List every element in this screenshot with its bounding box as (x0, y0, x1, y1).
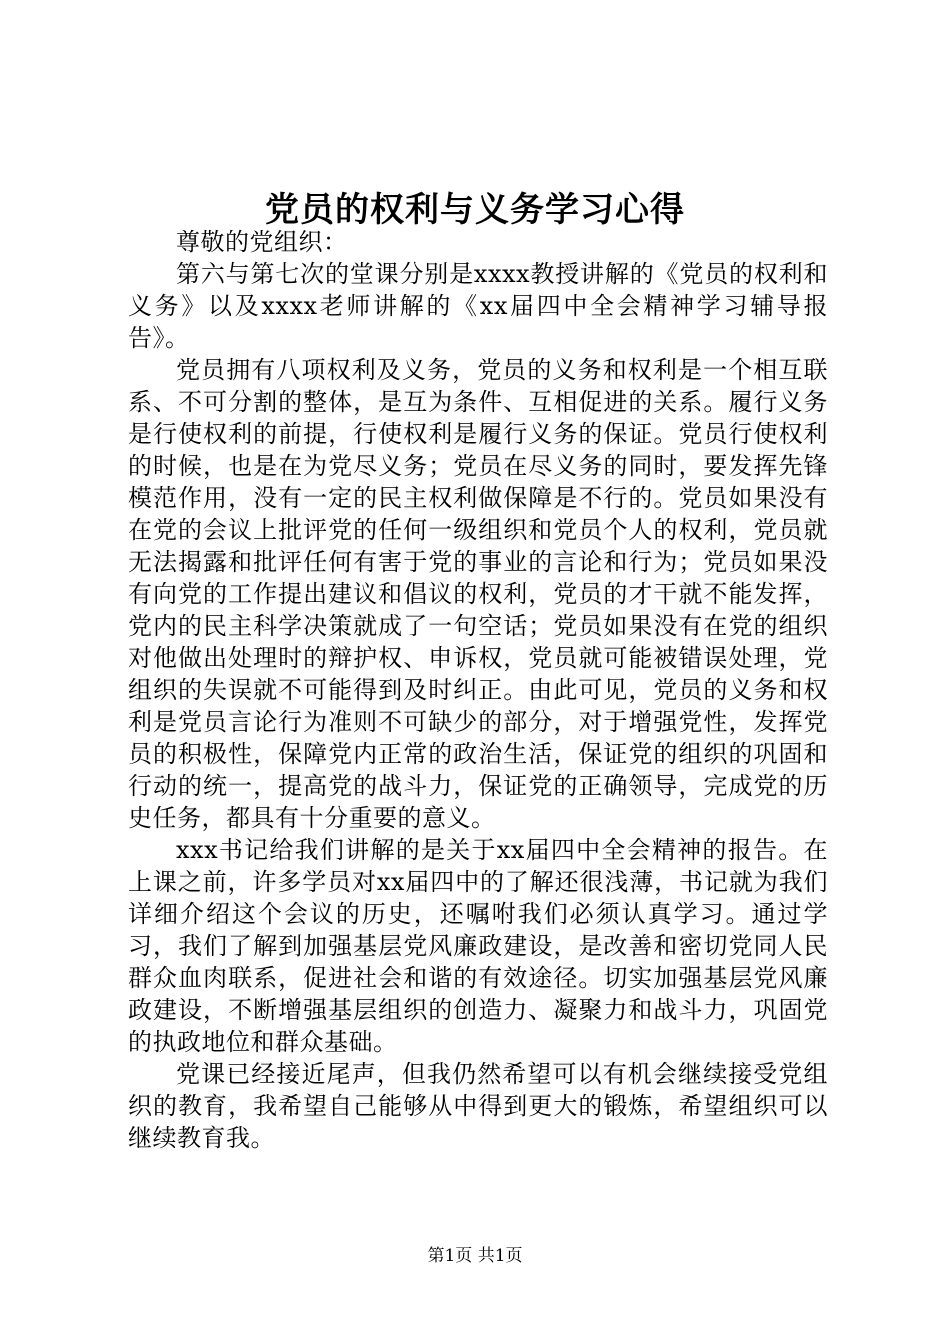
document-body (128, 226, 828, 1154)
salutation: 尊敬的党组织： (176, 228, 348, 256)
paragraph-3: xxx书记给我们讲解的是关于xx届四中全会精神的报告。在上课之前，许多学员对xx届四中的了解还很浅薄，书记就为我们详细介绍这个会议的历史，还嘱咐我们必须认真学习。通过学习，我们了解到加强基层党风廉政建设，是改善和密切党同人民群众血肉联系，促进社会和谐的有效途径。切实加强基层党风廉政建设，不断增强基层组织的创造力、凝聚力和战斗力，巩固党的执政地位和群众基础。 (128, 836, 828, 1056)
page-footer: 第1页 共1页 (427, 1246, 523, 1266)
paragraph-2: 党员拥有八项权利及义务，党员的义务和权利是一个相互联系、不可分割的整体，是互为条件、互相促进的关系。履行义务是行使权利的前提，行使权利是履行义务的保证。党员行使权利的时候，也是在为党尽义务；党员在尽义务的同时，要发挥先锋模范作用，没有一定的民主权利做保障是不行的。党员如果没有在党的会议上批评党的任何一级组织和党员个人的权利，党员就无法揭露和批评任何有害于党的事业的言论和行为；党员如果没有向党的工作提出建议和倡议的权利，党员的才干就不能发挥，党内的民主科学决策就成了一句空话；党员如果没有在党的组织对他做出处理时的辩护权、申诉权，党员就可能被错误处理，党组织的失误就不可能得到及时纠正。由此可见，党员的义务和权利是党员言论行为准则不可缺少的部分，对于增强党性，发挥党员的积极性，保障党内正常的政治生活，保证党的组织的巩固和行动的统一，提高党的战斗力，保证党的正确领导，完成党的历史任务，都具有十分重要的意义。 (128, 356, 828, 832)
paragraph-4: 党课已经接近尾声，但我仍然希望可以有机会继续接受党组织的教育，我希望自己能够从中得到更大的锻炼，希望组织可以继续教育我。 (128, 1060, 828, 1152)
document-title: 党员的权利与义务学习心得 (265, 190, 685, 230)
paragraph-1: 第六与第七次的堂课分别是xxxx教授讲解的《党员的权利和义务》以及xxxx老师讲解的《xx届四中全会精神学习辅导报告》。 (128, 260, 828, 352)
